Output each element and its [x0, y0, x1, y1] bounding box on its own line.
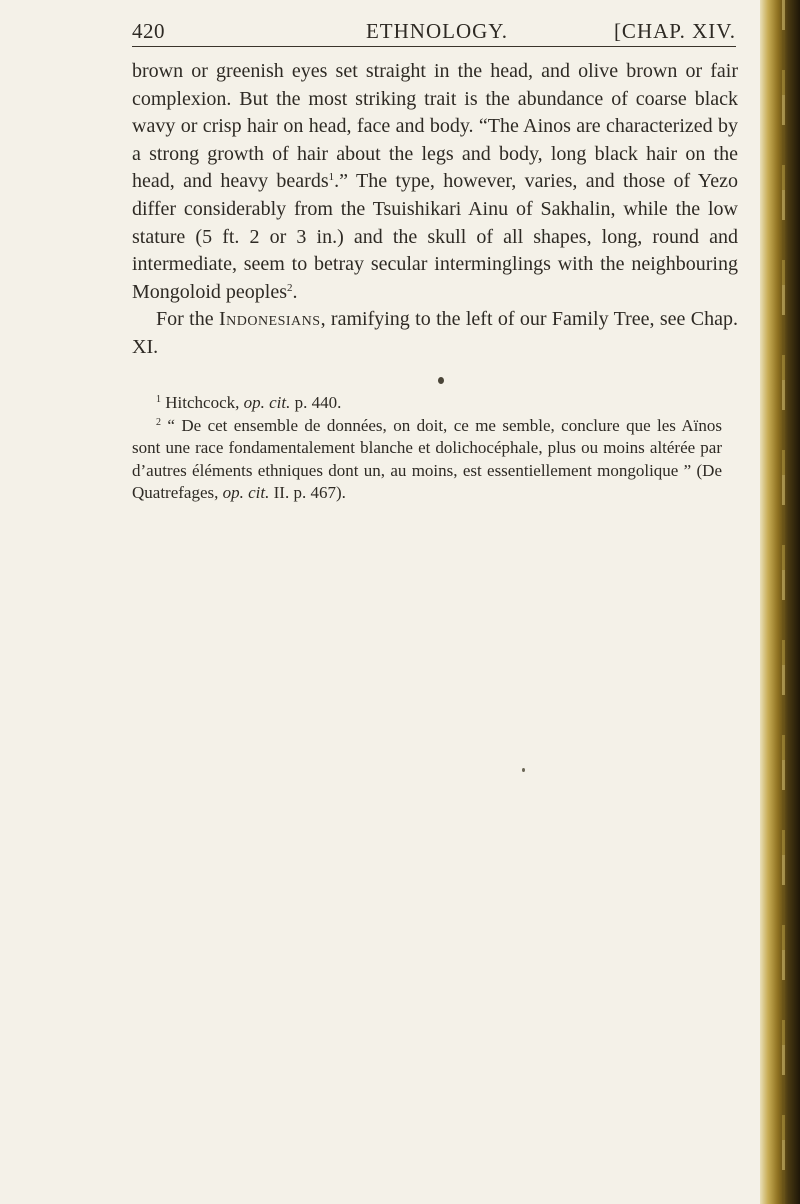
footnote-1-mark: 1 [156, 394, 161, 405]
footnote-2-mark: 2 [156, 416, 161, 428]
header-rule [132, 46, 736, 47]
body-text [132, 58, 738, 362]
page-number: 420 [132, 19, 165, 43]
footnote-1-text-2: p. 440. [290, 393, 342, 412]
paragraph-ainos-text-3: . [292, 280, 298, 303]
footnote-reference-2: 2 [287, 281, 293, 294]
paragraph-indonesians-text-2: , ramifying to the left of our Family Tree, see Chap. XI. [132, 308, 739, 358]
ink-speck-lower [522, 768, 525, 772]
footnotes [132, 392, 722, 505]
footnote-2 [132, 415, 722, 505]
footnote-2-text-2: II. p. 467). [269, 483, 346, 502]
footnote-reference-1: 1 [328, 171, 335, 184]
footnote-2-text-1: “ De cet ensemble de données, on doit, ce me semble, conclure que les Aïnos sont une race fondamentalement blanche et dolichocéphale, plus ou moins altérée par d’autres éléments ethniques dont un, au moins, est essentiellement mongolique ” (De Quatrefages, [132, 415, 722, 502]
paragraph-indonesians-text-1: For the [156, 308, 219, 331]
running-title: ETHNOLOGY. [365, 19, 509, 43]
indonesians-term: Indonesians [218, 308, 321, 331]
footnote-1-text-1: Hitchcock, [161, 393, 244, 412]
footnote-2-citation: op. cit. [222, 483, 270, 502]
page-header [132, 14, 742, 48]
paragraph-indonesians [132, 306, 738, 361]
paragraph-ainos [132, 58, 738, 306]
paragraph-ainos-text-1: brown or greenish eyes set straight in the head, and olive brown or fair complexion. But the most striking trait is the abundance of coarse black wavy or crisp hair on head, face and body. “The Ainos are characterized by a strong growth of hair about the legs and body, long black hair on the head, and heavy beards [132, 60, 738, 193]
paragraph-ainos-text-2: .” The type, however, varies, and those of Yezo differ considerably from the Tsuishikari Ainu of Sakhalin, while the low stature (5 ft. 2 or 3 in.) and the skull of all shapes, long, round and intermediate, seem to betray secular interminglings with the neighbouring Mongoloid peoples [132, 170, 738, 303]
page-edge [760, 0, 800, 1204]
chapter-reference: [CHAP. XIV. [613, 19, 736, 43]
footnote-1-citation: op. cit. [243, 393, 291, 412]
ink-speck [438, 377, 444, 384]
footnote-1 [132, 392, 722, 415]
